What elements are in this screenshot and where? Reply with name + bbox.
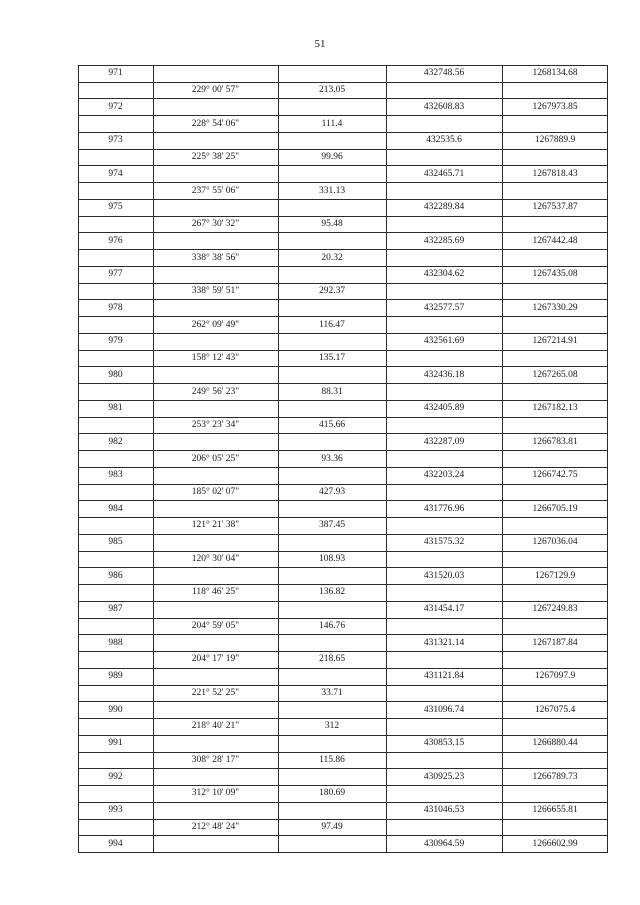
coordinate-x: 432561.69 xyxy=(423,336,465,347)
row-divider xyxy=(78,232,608,233)
coordinate-y: 1266742.75 xyxy=(532,470,578,481)
coordinate-x: 431520.03 xyxy=(423,570,465,581)
row-divider xyxy=(78,333,608,334)
row-divider xyxy=(78,316,608,317)
segment-bearing: 308° 28' 17" xyxy=(191,754,240,765)
segment-bearing: 312° 10' 09" xyxy=(191,788,240,799)
coordinate-y: 1266655.81 xyxy=(532,805,578,816)
row-divider xyxy=(78,500,608,501)
segment-distance: 180.69 xyxy=(318,788,346,799)
segment-distance: 415.66 xyxy=(318,420,346,430)
coordinate-y: 1267330.29 xyxy=(532,302,578,313)
row-divider xyxy=(78,65,608,66)
coordinate-x: 432304.62 xyxy=(423,269,465,280)
coordinate-y: 1267187.84 xyxy=(532,637,578,648)
segment-distance: 331.13 xyxy=(318,185,346,196)
segment-bearing: 338° 38' 56" xyxy=(191,252,240,263)
column-divider xyxy=(386,65,387,852)
coordinate-y: 1267129.9 xyxy=(534,570,576,581)
segment-bearing: 338° 59' 51" xyxy=(191,286,240,297)
row-divider xyxy=(78,567,608,568)
segment-distance: 108.93 xyxy=(318,553,346,564)
segment-bearing: 206° 05' 25" xyxy=(191,453,240,464)
point-number: 984 xyxy=(108,503,123,514)
segment-bearing: 118° 46' 25" xyxy=(191,587,240,598)
point-number: 986 xyxy=(108,570,123,581)
point-number: 990 xyxy=(108,704,123,715)
row-divider xyxy=(78,718,608,719)
coordinate-x: 430925.23 xyxy=(423,771,465,782)
row-divider xyxy=(78,283,608,284)
coordinate-y: 1266783.81 xyxy=(532,436,578,447)
segment-distance: 213.05 xyxy=(318,85,346,96)
segment-bearing: 229° 00' 57" xyxy=(191,85,240,96)
coordinate-y: 1268134.68 xyxy=(532,68,578,79)
coordinate-x: 432436.18 xyxy=(423,369,465,380)
segment-distance: 93.36 xyxy=(321,453,343,464)
row-divider xyxy=(78,467,608,468)
coordinate-y: 1267182.13 xyxy=(532,403,578,414)
coordinate-y: 1267097.9 xyxy=(534,671,576,682)
coordinate-x: 432577.57 xyxy=(423,302,465,313)
coordinate-y: 1267537.87 xyxy=(532,202,578,213)
coordinate-x: 432289.84 xyxy=(423,202,465,213)
point-number: 972 xyxy=(108,101,123,112)
point-number: 993 xyxy=(108,805,123,816)
coordinate-x: 432608.83 xyxy=(423,101,465,112)
coordinate-x: 431454.17 xyxy=(423,604,465,615)
row-divider xyxy=(78,115,608,116)
point-number: 978 xyxy=(108,302,123,313)
row-divider xyxy=(78,98,608,99)
point-number: 989 xyxy=(108,671,123,682)
segment-bearing: 120° 30' 04" xyxy=(191,553,240,564)
segment-bearing: 158° 12' 43" xyxy=(191,353,240,364)
coordinate-x: 431575.32 xyxy=(423,537,465,548)
point-number: 987 xyxy=(108,604,123,615)
segment-distance: 136.82 xyxy=(318,587,346,598)
segment-bearing: 121° 21' 38" xyxy=(191,520,240,531)
segment-bearing: 237° 55' 06" xyxy=(191,185,240,196)
point-number: 977 xyxy=(108,269,123,280)
coordinate-x: 431321.14 xyxy=(423,637,465,648)
column-divider xyxy=(78,65,79,852)
row-divider xyxy=(78,551,608,552)
coordinate-x: 432535.6 xyxy=(426,135,462,146)
segment-bearing: 204° 59' 05" xyxy=(191,620,240,631)
coordinate-x: 432405.89 xyxy=(423,403,465,414)
segment-distance: 427.93 xyxy=(318,486,346,497)
segment-distance: 292.37 xyxy=(318,286,346,297)
segment-distance: 116.47 xyxy=(319,319,345,330)
row-divider xyxy=(78,383,608,384)
coordinate-x: 432287.09 xyxy=(423,436,465,447)
row-divider xyxy=(78,82,608,83)
coordinate-x: 431121.84 xyxy=(423,671,465,682)
column-divider xyxy=(502,65,503,852)
segment-distance: 88.31 xyxy=(321,386,343,397)
point-number: 974 xyxy=(108,168,123,179)
coordinate-x: 431776.96 xyxy=(423,503,465,514)
row-divider xyxy=(78,735,608,736)
row-divider xyxy=(78,299,608,300)
coordinate-y: 1267214.91 xyxy=(532,336,578,347)
coordinate-y: 1266789.73 xyxy=(532,771,578,782)
segment-bearing: 185° 02' 07" xyxy=(191,486,240,497)
point-number: 982 xyxy=(108,436,123,447)
coordinate-y: 1267889.9 xyxy=(534,135,576,146)
coordinates-table xyxy=(78,65,608,852)
column-divider xyxy=(607,65,608,852)
row-divider xyxy=(78,768,608,769)
point-number: 991 xyxy=(108,738,123,749)
point-number: 985 xyxy=(108,537,123,548)
row-divider xyxy=(78,618,608,619)
coordinate-x: 432203.24 xyxy=(423,470,465,481)
segment-bearing: 262° 09' 49" xyxy=(191,319,240,330)
segment-bearing: 204° 17' 19" xyxy=(191,654,240,665)
point-number: 994 xyxy=(108,838,123,849)
row-divider xyxy=(78,366,608,367)
row-divider xyxy=(78,249,608,250)
row-divider xyxy=(78,668,608,669)
segment-bearing: 221° 52' 25" xyxy=(191,687,240,698)
coordinate-y: 1267265.08 xyxy=(532,369,578,380)
coordinate-y: 1267249.83 xyxy=(532,604,578,615)
point-number: 975 xyxy=(108,202,123,213)
row-divider xyxy=(78,216,608,217)
segment-distance: 95.48 xyxy=(321,219,343,230)
segment-distance: 111.4 xyxy=(321,118,343,129)
segment-distance: 218.65 xyxy=(318,654,346,665)
segment-distance: 33.71 xyxy=(321,687,343,698)
segment-bearing: 218° 40' 21" xyxy=(191,721,240,732)
row-divider xyxy=(78,350,608,351)
coordinate-y: 1267973.85 xyxy=(532,101,578,112)
row-divider xyxy=(78,149,608,150)
point-number: 981 xyxy=(108,403,123,414)
segment-bearing: 228° 54' 06" xyxy=(191,118,240,129)
row-divider xyxy=(78,400,608,401)
segment-distance: 312 xyxy=(324,721,340,732)
coordinate-y: 1267818.43 xyxy=(532,168,578,179)
row-divider xyxy=(78,132,608,133)
coordinate-x: 431046.53 xyxy=(423,805,465,816)
coordinate-y: 1266705.19 xyxy=(532,503,578,514)
row-divider xyxy=(78,517,608,518)
segment-bearing: 225° 38' 25" xyxy=(191,152,240,163)
coordinate-x: 430964.59 xyxy=(423,838,465,849)
segment-bearing: 253° 23' 34" xyxy=(191,420,240,430)
coordinate-y: 1266602.99 xyxy=(532,838,578,849)
coordinate-y: 1267036.04 xyxy=(532,537,578,548)
segment-distance: 387.45 xyxy=(318,520,346,531)
point-number: 988 xyxy=(108,637,123,648)
row-divider xyxy=(78,484,608,485)
row-divider xyxy=(78,199,608,200)
coordinate-x: 430853.15 xyxy=(423,738,465,749)
segment-distance: 146.76 xyxy=(318,620,346,631)
row-divider xyxy=(78,534,608,535)
row-divider xyxy=(78,835,608,836)
row-divider xyxy=(78,752,608,753)
row-divider xyxy=(78,819,608,820)
coordinate-x: 432748.56 xyxy=(423,68,465,79)
coordinate-y: 1267435.08 xyxy=(532,269,578,280)
row-divider xyxy=(78,450,608,451)
point-number: 971 xyxy=(108,68,123,79)
row-divider xyxy=(78,785,608,786)
point-number: 980 xyxy=(108,369,123,380)
row-divider xyxy=(78,651,608,652)
segment-distance: 135.17 xyxy=(318,353,346,364)
point-number: 973 xyxy=(108,135,123,146)
page-number: 51 xyxy=(314,38,326,50)
row-divider xyxy=(78,802,608,803)
segment-distance: 97.49 xyxy=(321,821,343,832)
row-divider xyxy=(78,165,608,166)
point-number: 976 xyxy=(108,235,123,246)
row-divider xyxy=(78,601,608,602)
segment-distance: 115.86 xyxy=(319,754,345,765)
coordinate-y: 1267442.48 xyxy=(532,235,578,246)
row-divider xyxy=(78,852,608,853)
segment-bearing: 267° 30' 32" xyxy=(191,219,240,230)
segment-bearing: 249° 56' 23" xyxy=(191,386,240,397)
row-divider xyxy=(78,266,608,267)
segment-distance: 99.96 xyxy=(321,152,343,163)
row-divider xyxy=(78,433,608,434)
row-divider xyxy=(78,584,608,585)
row-divider xyxy=(78,685,608,686)
coordinate-x: 431096.74 xyxy=(423,704,465,715)
coordinate-x: 432285.69 xyxy=(423,235,465,246)
row-divider xyxy=(78,417,608,418)
segment-bearing: 212° 48' 24" xyxy=(191,821,240,832)
row-divider xyxy=(78,634,608,635)
point-number: 983 xyxy=(108,470,123,481)
point-number: 979 xyxy=(108,336,123,347)
coordinate-x: 432465.71 xyxy=(423,168,465,179)
coordinate-y: 1266880.44 xyxy=(532,738,578,749)
segment-distance: 20.32 xyxy=(321,252,343,263)
coordinate-y: 1267075.4 xyxy=(534,704,576,715)
point-number: 992 xyxy=(108,771,123,782)
row-divider xyxy=(78,182,608,183)
row-divider xyxy=(78,701,608,702)
